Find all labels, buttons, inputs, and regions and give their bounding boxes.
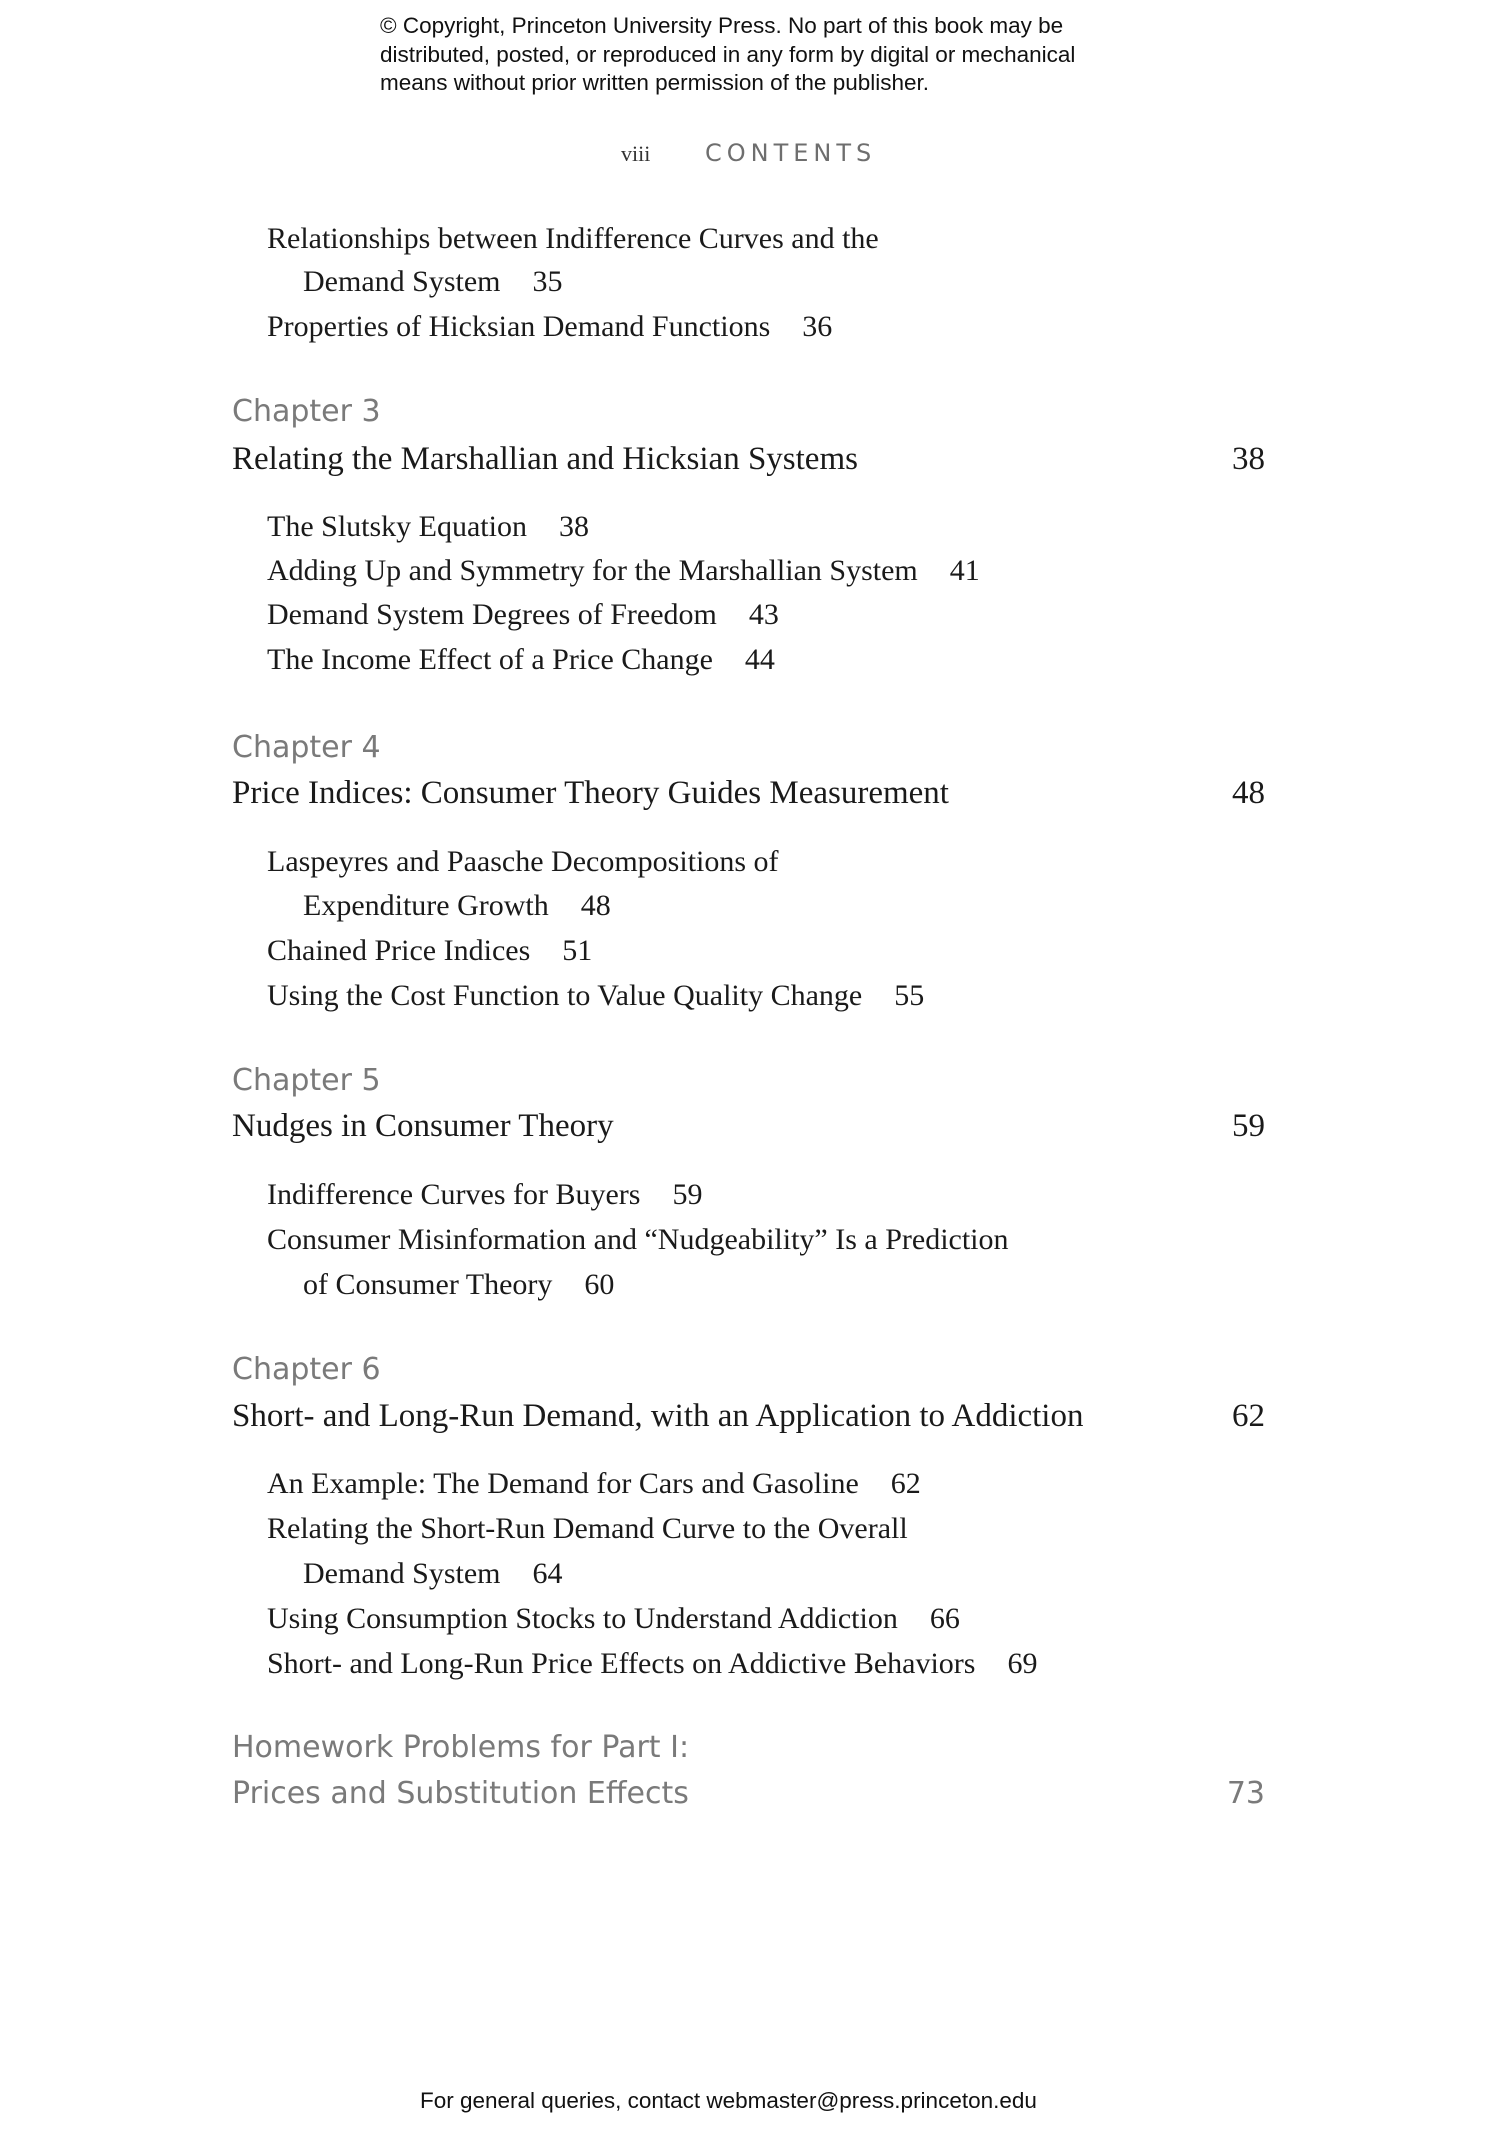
- chapter-3-label: Chapter 3: [232, 394, 381, 429]
- copyright-notice-line-3: means without prior written permission of the publisher.: [380, 70, 930, 95]
- entry-page: 55: [894, 979, 925, 1012]
- entry-page: 60: [584, 1268, 615, 1301]
- entry-title: Chained Price Indices: [267, 934, 531, 967]
- toc-entry[interactable]: [267, 847, 779, 877]
- entry-page: 51: [562, 934, 593, 967]
- toc-entry[interactable]: [267, 1180, 702, 1210]
- toc-entry[interactable]: [267, 600, 779, 630]
- homework-page: 73: [1226, 1776, 1265, 1811]
- entry-title: Demand System Degrees of Freedom: [267, 598, 717, 631]
- entry-title: Adding Up and Symmetry for the Marshallian System: [267, 554, 918, 587]
- toc-entry[interactable]: [267, 645, 775, 675]
- entry-page: 69: [1007, 1647, 1038, 1680]
- entry-title: Laspeyres and Paasche Decompositions of: [267, 845, 779, 878]
- toc-entry[interactable]: [303, 1559, 562, 1589]
- toc-entry[interactable]: [303, 891, 611, 921]
- entry-page: 59: [672, 1178, 703, 1211]
- entry-page: 36: [802, 310, 833, 343]
- entry-title: Short- and Long-Run Price Effects on Addictive Behaviors: [267, 1647, 976, 1680]
- entry-page: 35: [532, 265, 563, 298]
- chapter-4-page: 48: [1232, 775, 1265, 811]
- entry-page: 38: [558, 510, 589, 543]
- entry-page: 44: [744, 643, 775, 676]
- chapter-6-title[interactable]: Short- and Long-Run Demand, with an Application to Addiction: [232, 1398, 1084, 1434]
- chapter-5-title[interactable]: Nudges in Consumer Theory: [232, 1108, 614, 1144]
- entry-page: 43: [748, 598, 779, 631]
- entry-title: of Consumer Theory: [303, 1268, 553, 1301]
- toc-entry[interactable]: [267, 312, 832, 342]
- toc-entry[interactable]: [267, 981, 924, 1011]
- toc-entry[interactable]: [267, 1469, 921, 1499]
- toc-entry[interactable]: [267, 224, 879, 254]
- entry-title: Using Consumption Stocks to Understand Addiction: [267, 1602, 898, 1635]
- entry-title: Relationships between Indifference Curves and the: [267, 222, 879, 255]
- entry-title: Expenditure Growth: [303, 889, 549, 922]
- entry-title: Properties of Hicksian Demand Functions: [267, 310, 771, 343]
- chapter-5-label: Chapter 5: [232, 1063, 381, 1098]
- entry-page: 41: [949, 554, 980, 587]
- toc-entry[interactable]: [267, 1604, 960, 1634]
- toc-entry[interactable]: [303, 1270, 614, 1300]
- chapter-6-label: Chapter 6: [232, 1352, 381, 1387]
- entry-title: The Income Effect of a Price Change: [267, 643, 713, 676]
- chapter-3-title[interactable]: Relating the Marshallian and Hicksian Systems: [232, 441, 858, 477]
- entry-page: 66: [929, 1602, 960, 1635]
- running-head: CONTENTS: [705, 139, 877, 167]
- toc-entry[interactable]: [267, 1514, 908, 1544]
- entry-page: 62: [890, 1467, 921, 1500]
- toc-entry[interactable]: [267, 936, 592, 966]
- copyright-notice-line-2: distributed, posted, or reproduced in any form by digital or mechanical: [380, 42, 1076, 67]
- entry-title: Demand System: [303, 1557, 501, 1590]
- entry-title: Indifference Curves for Buyers: [267, 1178, 641, 1211]
- footer-contact: For general queries, contact webmaster@press.princeton.edu: [420, 2088, 1037, 2113]
- page-number: viii: [621, 141, 651, 166]
- chapter-5-page: 59: [1232, 1108, 1265, 1144]
- entry-page: 64: [532, 1557, 563, 1590]
- entry-title: Relating the Short-Run Demand Curve to the Overall: [267, 1512, 908, 1545]
- chapter-3-page: 38: [1232, 441, 1265, 477]
- toc-entry[interactable]: [267, 1649, 1037, 1679]
- toc-entry[interactable]: [303, 267, 562, 297]
- homework-heading-line-2[interactable]: Prices and Substitution Effects: [232, 1776, 689, 1811]
- copyright-notice-line-1: © Copyright, Princeton University Press. No part of this book may be: [380, 13, 1064, 38]
- entry-page: 48: [580, 889, 611, 922]
- toc-entry[interactable]: [267, 512, 589, 542]
- entry-title: Consumer Misinformation and “Nudgeability” Is a Prediction: [267, 1223, 1009, 1256]
- toc-entry[interactable]: [267, 556, 980, 586]
- homework-heading-line-1[interactable]: Homework Problems for Part I:: [232, 1730, 690, 1765]
- entry-title: Demand System: [303, 265, 501, 298]
- chapter-6-page: 62: [1232, 1398, 1265, 1434]
- toc-entry[interactable]: [267, 1225, 1009, 1255]
- chapter-4-label: Chapter 4: [232, 730, 381, 765]
- chapter-4-title[interactable]: Price Indices: Consumer Theory Guides Measurement: [232, 775, 949, 811]
- entry-title: Using the Cost Function to Value Quality Change: [267, 979, 863, 1012]
- entry-title: The Slutsky Equation: [267, 510, 527, 543]
- entry-title: An Example: The Demand for Cars and Gasoline: [267, 1467, 859, 1500]
